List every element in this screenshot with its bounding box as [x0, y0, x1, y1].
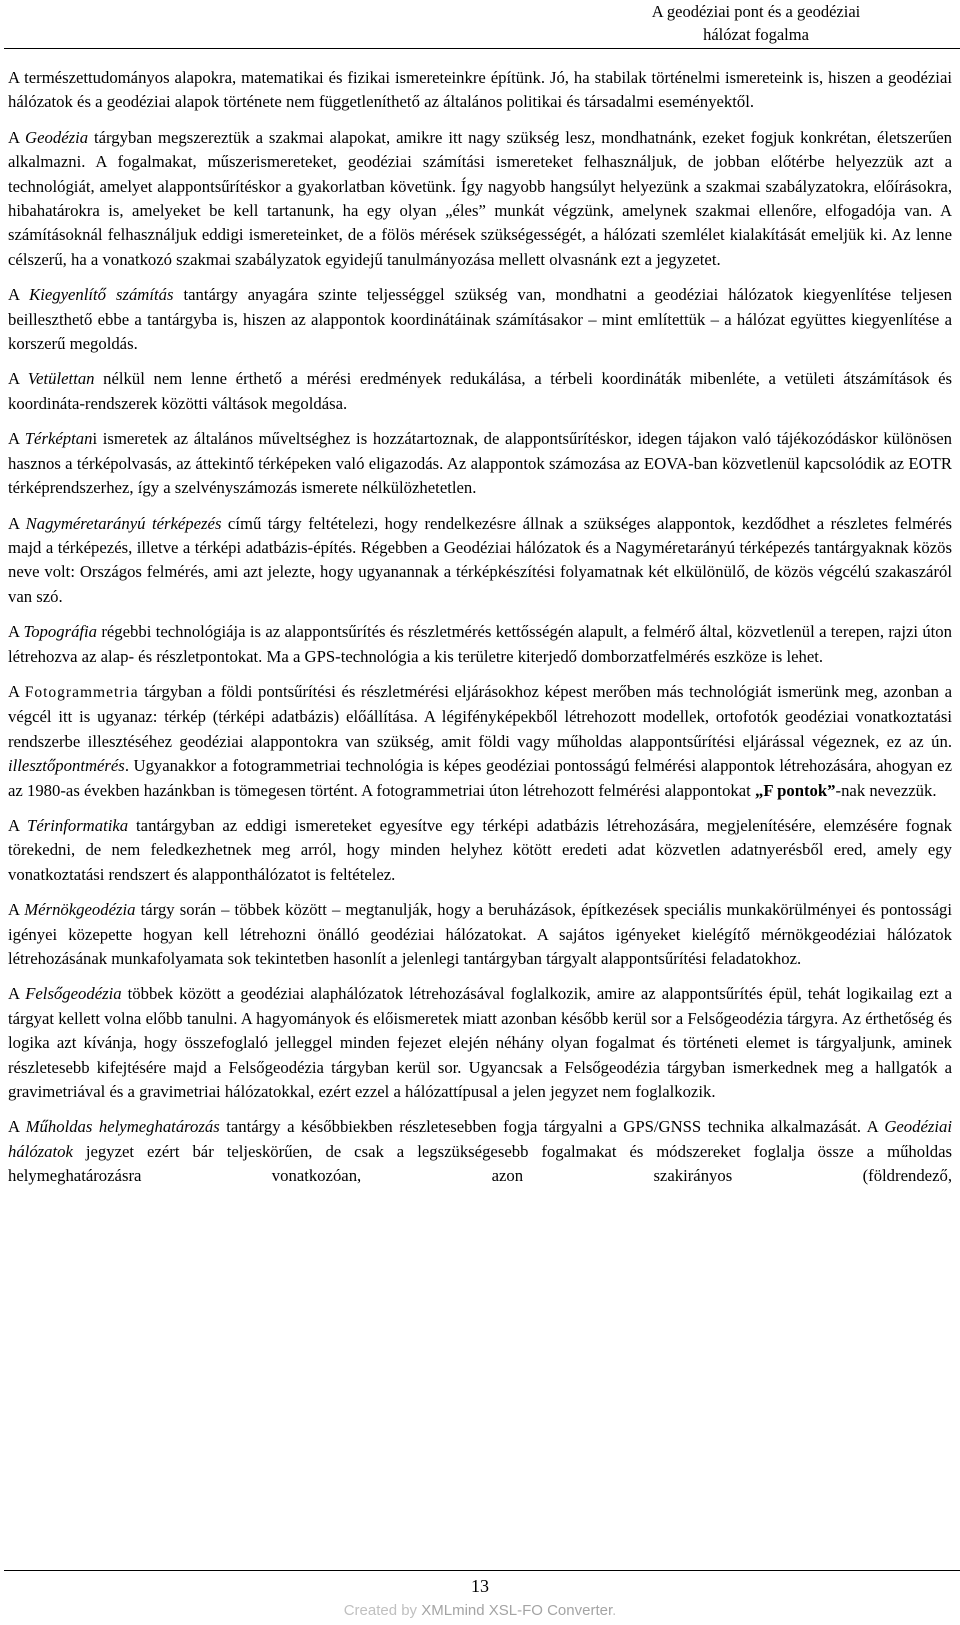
- text-run: A: [8, 513, 26, 533]
- text-run: A: [8, 1117, 26, 1137]
- text-run: tárgyban megszereztük a szakmai alapokat, amikre itt nagy szükség lesz, mondhatnánk, ezeket fogjuk konkrétan, életszerűen alkalmazni. A fogalmakat, műszerismereteket, geodéziai számítási ismereteket felhasználjuk, de jobban előtérbe helyezzük azt a technológiát, amelyet alappontsűrítéskor a gyakorlatban követünk. Így nagyobb hangsúlyt helyezünk a szakmai szabályzatokra, előírásokra, hibahatárokra is, amelyeket be kell tartanunk, ha egy olyan „éles” munkát végzünk, amelynek szakmai ellenőre, elfogadója van. A számításoknál felhasználjuk eddigi ismereteinket, de a fölös mérések szükségességét, a hálózati szemlélet kialakítását emeljük ki. Az lenne célszerű, ha a vonatkozó szakmai szabályzatok egyidejű tanulmányozása mellett olvasnánk ezt a jegyzetet.: [8, 127, 952, 269]
- paragraph: [8, 1115, 952, 1188]
- subject-name: Térinformatika: [27, 815, 129, 835]
- subject-name: Geodézia: [25, 127, 89, 147]
- text-run: nélkül nem lenne érthető a mérési eredmények redukálása, a térbeli koordináták mibenléte, a vetületi átszámítások és koordináta-rendszerek közötti váltások megoldása.: [8, 369, 952, 413]
- text-run: többek között a geodéziai alaphálózatok létrehozásával foglalkozik, amire az alappontsűrítés épül, tehát logikailag ezt a tárgyat kellett volna előbb tanulni. A hagyományok és előismeretek miatt azonban később kerül sor a Felsőgeodézia tárgyra. Az érthetőség és logika azt kívánja, hogy összefoglaló jelleggel minden fejezet elején néhány olyan fogalmat és történeti elemet is tárgyaljunk, aminek részletesebb kifejtésére majd a Felsőgeodézia tárgyban kerül sor. Ugyancsak a Felsőgeodézia tárgyban ismerkednek meg a hallgatók a gravimetriával és a gravimetriai hálózatokkal, ezért ezzel a hálózattípusal a jelen jegyzet nem foglalkozik.: [8, 984, 952, 1102]
- text-run: A: [8, 681, 25, 701]
- text-run: -nak nevezzük.: [835, 780, 937, 800]
- paragraph: [8, 898, 952, 971]
- body-text: [8, 66, 952, 1200]
- paragraph: [8, 512, 952, 610]
- text-run: jegyzet ezért bár teljeskörűen, de csak a legszükségesebb fogalmakat és módszereket foglalja össze a műholdas helymeghatározásra vonatkozóan, azon szakirányos (földrendező,: [8, 1141, 952, 1186]
- subject-name: Nagyméretarányú térképezés: [25, 513, 222, 533]
- text-run: tantárgy a későbbiekben részletesebben fogja tárgyalni a GPS/GNSS technika alkalmazását. A: [219, 1117, 885, 1137]
- text-run: . Ugyanakkor a fotogrammetriai technológia is képes geodéziai pontosságú felmérési alappontok létrehozására, ahogyan ez az 1980-as években hazánkban is tömegesen történt. A fotogrammetriai úton létrehozott felmérési alappontokat: [8, 756, 952, 800]
- text-run: régebbi technológiája is az alappontsűrítés és részletmérés kettősségén alapult, a felmérő által, közvetlenül a terepen, rajzi úton létrehozva az alap- és részletpontokat. Ma a GPS-technológia a kis területre kiterjedő domborzatfelmérés eszköze is lehet.: [8, 622, 952, 666]
- footer-divider: [4, 1570, 960, 1571]
- header-divider: [4, 48, 960, 49]
- text-run: A: [8, 127, 26, 147]
- subject-name: Mérnökgeodézia: [24, 900, 136, 920]
- emphasis-term: „F pontok”: [754, 780, 836, 800]
- text-run: A: [8, 369, 28, 389]
- text-run: tárgy során – többek között – megtanulják, hogy a beruházások, építkezések speciális munkakörülményei és pontossági igényei közepette hogyan kell létrehozni önálló geodéziai hálózatokat. A sajátos igényeket kielégítő mérnökgeodéziai hálózatok létrehozásának munkafolyamata sok tekintetben hasonlít a jelenlegi tantárgyban tárgyalt alappontsűrítési feladatokhoz.: [8, 900, 952, 968]
- text-run: i ismeretek az általános műveltséghez is hozzátartoznak, de alappontsűrítéskor, idegen tájakon való tájékozódáskor különösen hasznos a térképolvasás, az áttekintő térképeken való eligazodás. Az alappontok számozása az EOVA-ban közvetlenül kapcsolódik az EOTR térképrendszerhez, így a szelvényszámozás ismerete nélkülözhetetlen.: [8, 429, 952, 498]
- text-run: A: [8, 429, 25, 449]
- subject-name: illesztőpontmérés: [8, 756, 125, 776]
- subject-name: Felsőgeodézia: [25, 984, 122, 1004]
- text-run: A: [8, 815, 28, 835]
- watermark-converter-name: XMLmind XSL-FO Converter: [421, 1602, 613, 1619]
- subject-name: Vetülettan: [27, 369, 95, 389]
- text-run: A természettudományos alapokra, matematikai és fizikai ismereteinkre építünk. Jó, ha stabilak történelmi ismereteink is, hiszen a geodéziai hálózatok és a geodéziai alapok története nem függetleníthető az általános politikai és társadalmi eseményektől.: [8, 68, 952, 112]
- paragraph: [8, 427, 952, 500]
- subject-name: Topográfia: [23, 622, 98, 642]
- subject-name: Térképtan: [24, 429, 93, 449]
- text-run: A: [8, 622, 24, 642]
- text-run: A: [8, 285, 30, 305]
- text-run: tárgyban a földi pontsűrítési és részletmérési eljárásokhoz képest merőben más technológiát ismerünk meg, azonban a végcél itt is ugyanaz: térkép (térképi adatbázis) előállítása. A légifényképekből létrehozott modellek, ortofotók geodéziai vonatkoztatási rendszerbe illesztéséhez geodéziai alappontokra van szükség, amit földi vagy műholdas alappontsűrítési eljárással végeznek, ez az ún.: [8, 681, 952, 751]
- text-run: tantárgyban az eddigi ismereteket egyesítve egy térképi adatbázis létrehozására, megjelenítésére, elemzésére fognak törekedni, de nem feledkezhetnek meg arról, hogy minden helyhez kötött eredeti adat közvetlen adatnyerésből ered, amely egy vonatkoztatási rendszert és alapponthálózatot is feltételez.: [8, 815, 952, 884]
- subject-name: Kiegyenlítő számítás: [29, 285, 174, 305]
- paragraph: [8, 126, 952, 272]
- text-run: A: [8, 984, 26, 1004]
- text-run: tantárgy anyagára szinte teljességgel szükség van, mondhatni a geodéziai hálózatok kiegyenlítése teljesen beilleszthető ebbe a tantárgyba is, hiszen az alappontok koordinátáinak számításakor – mint említettük – a hálózat együttes kiegyenlítése a korszerű megoldás.: [8, 285, 952, 354]
- subject-name: Geodéziai hálózatok: [8, 1117, 952, 1161]
- text-run: A: [8, 900, 25, 920]
- text-run: című tárgy feltételezi, hogy rendelkezésre állnak a szükséges alappontok, kezdődhet a részletes felmérés majd a térképezés, illetve a térképi adatbázis-építés. Régebben a Geodéziai hálózatok és a Nagyméretarányú térképezés tantárgyaknak közös neve volt: Országos felmérés, ami azt jelezte, hogy ugyanannak a térképkészítési folyamatnak két elkülönülő, de közös végcélú szakaszáról van szó.: [8, 513, 952, 606]
- header-title-line-2: hálózat fogalma: [703, 25, 809, 44]
- watermark-period: .: [612, 1602, 617, 1619]
- paragraph: [8, 367, 952, 416]
- subject-name: Műholdas helymeghatározás: [25, 1117, 220, 1137]
- paragraph: [8, 620, 952, 669]
- page-header: [556, 0, 956, 46]
- paragraph: [8, 283, 952, 356]
- subject-name: Fotogrammetria: [24, 683, 139, 701]
- paragraph: [8, 680, 952, 803]
- paragraph: [8, 814, 952, 887]
- page-number: 13: [471, 1576, 489, 1596]
- header-title-line-1: A geodéziai pont és a geodéziai: [651, 2, 861, 21]
- paragraph: [8, 66, 952, 115]
- watermark-prefix: Created by: [343, 1602, 422, 1619]
- paragraph: [8, 982, 952, 1104]
- converter-watermark: [0, 1602, 960, 1620]
